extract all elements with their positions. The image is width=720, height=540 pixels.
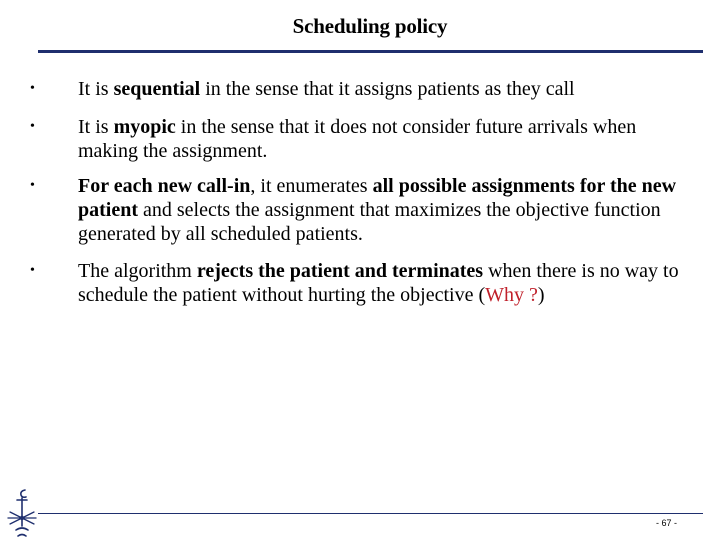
text-run: and selects the assignment that maximizes the objective function generated by all scheduled patients. [78, 199, 661, 245]
text-run: ) [537, 284, 545, 306]
slide-title: Scheduling policy [292, 14, 448, 38]
bullet-marker: • [30, 178, 35, 193]
bullet-text [78, 259, 688, 307]
institution-logo-icon [4, 486, 40, 540]
bullet-marker: • [30, 119, 35, 134]
footer-divider [38, 513, 703, 514]
text-run: The algorithm [78, 260, 197, 282]
bullet-text [78, 115, 688, 163]
text-run: , it enumerates [250, 175, 373, 197]
bullet-text [78, 174, 688, 246]
text-run-bold: rejects the patient and terminates [196, 260, 484, 282]
title-divider [38, 50, 703, 53]
text-run-bold: myopic [113, 116, 176, 138]
why-question: Why ? [485, 284, 538, 306]
text-run: It is [78, 78, 114, 100]
text-run: in the sense that it assigns patients as they call [200, 78, 575, 100]
text-run-bold: For each new call-in [78, 175, 251, 197]
text-run: It is [78, 116, 114, 138]
page-number: - 67 - [656, 518, 678, 528]
text-run: in the sense that it does not consider future arrivals when making the assignment. [78, 116, 637, 162]
text-run-bold: sequential [113, 78, 201, 100]
text-run-bold: all possible assignments for the new patient [78, 175, 677, 221]
bullet-marker: • [30, 81, 35, 96]
bullet-marker: • [30, 263, 35, 278]
text-run: when there is no way to schedule the patient without hurting the objective ( [78, 260, 679, 306]
bullet-text [78, 77, 688, 101]
